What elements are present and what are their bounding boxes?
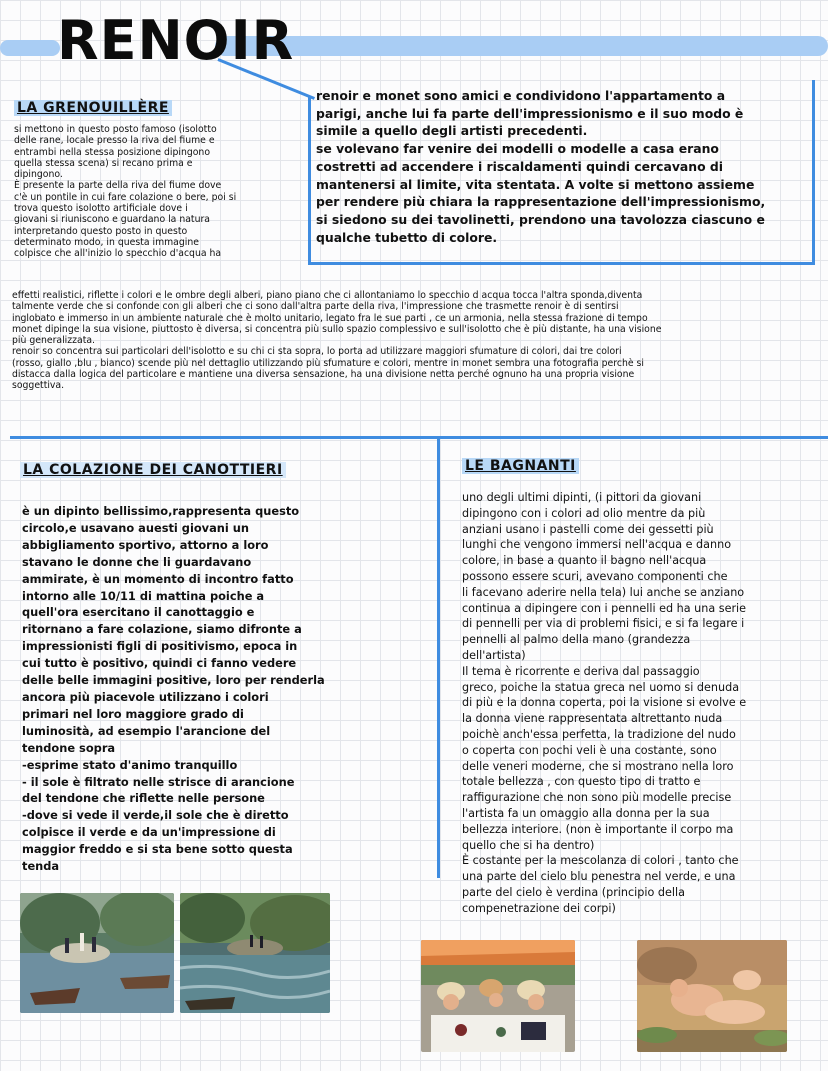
colazione-line: circolo,e usavano auesti giovani un [22,520,249,535]
colazione-text [22,503,352,875]
grenouillere-left-text [14,124,304,260]
colazione-line: maggior freddo e si sta bene sotto questa [22,842,293,857]
bagnanti-line: compenetrazione dei corpi) [462,901,616,915]
grenouillere-left-line: dipingono. [14,169,63,181]
bagnanti-line: continua a dipingere con i pennelli ed ha una serie [462,601,747,615]
colazione-line: abbigliamento sportivo, attorno a loro [22,537,269,552]
colazione-line: -esprime stato d'animo tranquillo [22,757,238,772]
section-divider-vertical [437,438,440,878]
colazione-line: del tendone che riflette nelle persone [22,791,265,806]
colazione-line: tenda [22,859,60,874]
box-text-line: mantenersi al limite, vita stentata. A volte si mettono assieme [316,176,755,192]
colazione-line: ammirate, è un momento di incontro fatto [22,571,294,586]
grenouillere-left-line: trova questo isolotto artificiale dove i [14,203,188,215]
bagnanti-line: li facevano aderire nella tela) lui anche se anziano [462,585,745,599]
bagnanti-line: greco, poiche la statua greca nel uomo si denuda [462,680,740,694]
bagnanti-line: possono essere scuri, avevano componenti che [462,569,728,583]
bagnanti-line: uno degli ultimi dipinti, (i pittori da giovani [462,491,702,504]
colazione-line: ancora più piacevole utilizzano i colori [22,689,269,704]
grenouillere-full-line: talmente verde che si confonde con gli alberi che ci sono dall'altra parte della riva, l'impressione che trasmette renoir è di sentirsi [12,301,619,313]
colazione-line: cui tutto è positivo, quindi ci fanno vedere [22,656,297,671]
colazione-line: stavano le donne che li guardavano [22,554,252,569]
box-text-line: per rendere più chiara la rappresentazione dell'impressionismo, [316,194,766,210]
box-text-line: costretti ad accendere i riscaldamenti quindi cercavano di [316,158,724,174]
grenouillere-left-line: delle rane, locale presso la riva del fiume e [14,135,215,147]
grenouillere-title-text: LA GRENOUILLÈRE [14,100,172,116]
box-text-line: si siedono su dei tavolinetti, prendono una tavolozza ciascuno e [316,211,765,227]
grenouillere-full-line: (rosso, giallo ,blu , bianco) scende più nel dettaglio utilizzando più sfumature e colori, mentre in monet sembra una fotografia perchè si [12,357,644,369]
colazione-line: -dove si vede il verde,il sole che è diretto [22,808,289,823]
grenouillere-full-line: soggettiva. [12,380,65,392]
bagnanti-line: la donna viene rappresentata altrettanto nuda [462,712,723,726]
bagnanti-line: una parte del cielo blu penestra nel verde, e una [462,870,736,884]
bagnanti-painting [637,940,787,1052]
grenouillere-full-text [12,290,824,392]
box-text-line: se volevano far venire dei modelli o modelle a casa erano [316,141,719,157]
colazione-line: è un dipinto bellissimo,rappresenta questo [22,504,300,518]
grenouillere-renoir-painting [20,893,174,1013]
grenouillere-left-line: giovani si riuniscono e guardano la natura [14,214,210,226]
bagnanti-line: raffigurazione che non sono più modelle precise [462,791,732,805]
grenouillere-left-line: entrambi nella stessa posizione dipingono [14,146,211,158]
title-brush-right [215,36,828,56]
grenouillere-left-line: interpretando questo posto in questo [14,225,188,237]
grenouillere-left-line: si mettono in questo posto famoso (isolotto [14,124,217,135]
colazione-line: impressionisti figli di positivismo, epoca in [22,639,298,654]
colazione-line: tendone sopra [22,740,116,755]
grenouillere-left-line: determinato modo, in questa immagine [14,236,199,248]
bagnanti-line: l'artista fa un omaggio alla donna per la sua [462,806,710,820]
bagnanti-line: colore, in base a quanto il bagno nell'acqua [462,554,707,568]
bagnanti-line: anziani usano i pastelli come dei gessetti più [462,522,714,536]
grenouillere-full-line: renoir so concentra sui particolari dell'isolotto e su chi ci sta sopra, lo porta ad utilizzare maggiori sfumature di colori, dai tre colori [12,346,622,358]
bagnanti-line: delle veneri moderne, che si mostrano nella loro [462,759,734,773]
grenouillere-title [14,100,172,116]
box-left-edge [308,97,311,265]
colazione-canottieri-painting [421,940,575,1052]
grenouillere-full-line: inglobato e immerso in un ambiente naturale che è molto unitario, legato fra le sue parti , ce un armonia, nella stessa frazione di tempo [12,312,648,324]
colazione-line: primari nel loro maggiore grado di [22,706,244,721]
box-text-line: qualche tubetto di colore. [316,229,498,245]
colazione-line: ritornano a fare colazione, siamo difronte a [22,622,302,637]
colazione-line: luminosità, ad esempio l'arancione del [22,723,271,738]
bagnanti-line: di più e la donna coperta, poi la visione si evolve e [462,696,747,710]
colazione-line: colpisce il verde e da un'impressione di [22,825,276,840]
bagnanti-line: bellezza interiore. (non è importante il corpo ma [462,822,734,836]
bagnanti-line: quello che si ha dentro) [462,838,595,852]
grenouillere-left-line: È presente la parte della riva del fiume dove [14,180,222,192]
colazione-title [20,462,286,478]
bagnanti-line: totale bellezza , con questo tipo di tratto e [462,775,701,789]
bagnanti-line: o coperta con pochi veli è una costante, sono [462,743,717,757]
bagnanti-line: di pennelli per via di problemi fisici, e si fa legare i [462,617,745,631]
bagnanti-text [462,490,802,917]
bagnanti-title [462,458,579,474]
colazione-title-text: LA COLAZIONE DEI CANOTTIERI [20,462,286,478]
bagnanti-line: pennelli al palmo della mano (grandezza [462,633,691,647]
grenouillere-full-line: distacca dalla logica del particolare e mantiene una diversa sensazione, ha una divisione netta perché ognuno ha una propria visione [12,369,635,381]
colazione-line: quell'ora esercitano il canottaggio e [22,605,255,620]
title-brush-left [0,40,60,56]
grenouillere-full-line: più generalizzata. [12,335,96,347]
grenouillere-full-line: effetti realistici, riflette i colori e le ombre degli alberi, piano piano che ci allontaniamo lo specchio d acqua tocca l'altra sponda,diventa [12,290,643,301]
box-text-line: simile a quello degli artisti precedenti. [316,123,588,139]
bagnanti-line: dell'artista) [462,648,526,662]
grenouillere-left-line: quella stessa scena) si recano prima e [14,157,193,169]
bagnanti-line: poichè anch'essa perfetta, la tradizione del nudo [462,727,736,741]
colazione-line: - il sole è filtrato nelle strisce di arancione [22,774,295,789]
grenouillere-note-text [316,87,808,246]
grenouillere-monet-painting [180,893,330,1013]
bagnanti-line: Il tema è ricorrente e deriva dal passaggio [462,664,700,678]
bagnanti-line: È costante per la mescolanza di colori , tanto che [462,854,739,868]
section-divider-horizontal [10,436,828,439]
box-text-line: renoir e monet sono amici e condividono l'appartamento a [316,88,726,103]
colazione-line: delle belle immagini positive, loro per renderla [22,673,325,688]
grenouillere-left-line: colpisce che all'inizio lo specchio d'acqua ha [14,248,222,260]
colazione-line: intorno alle 10/11 di mattina poiche a [22,588,265,603]
bagnanti-line: dipingono con i colori ad olio mentre da più [462,506,706,520]
box-text-line: parigi, anche lui fa parte dell'impressionismo e il suo modo è [316,105,744,121]
bagnanti-line: parte del cielo è verdina (principio della [462,885,685,899]
page-title: RENOIR [57,9,295,72]
grenouillere-full-line: monet dipinge la sua visione, piuttosto è diversa, si concentra più sullo spazio complessivo e sull'isolotto che è più distante, ha una visione [12,323,662,335]
bagnanti-line: lunghi che vengono immersi nell'acqua e danno [462,538,732,552]
bagnanti-title-text: LE BAGNANTI [462,458,579,474]
grenouillere-left-line: c'è un pontile in cui fare colazione o bere, poi si [14,191,237,203]
